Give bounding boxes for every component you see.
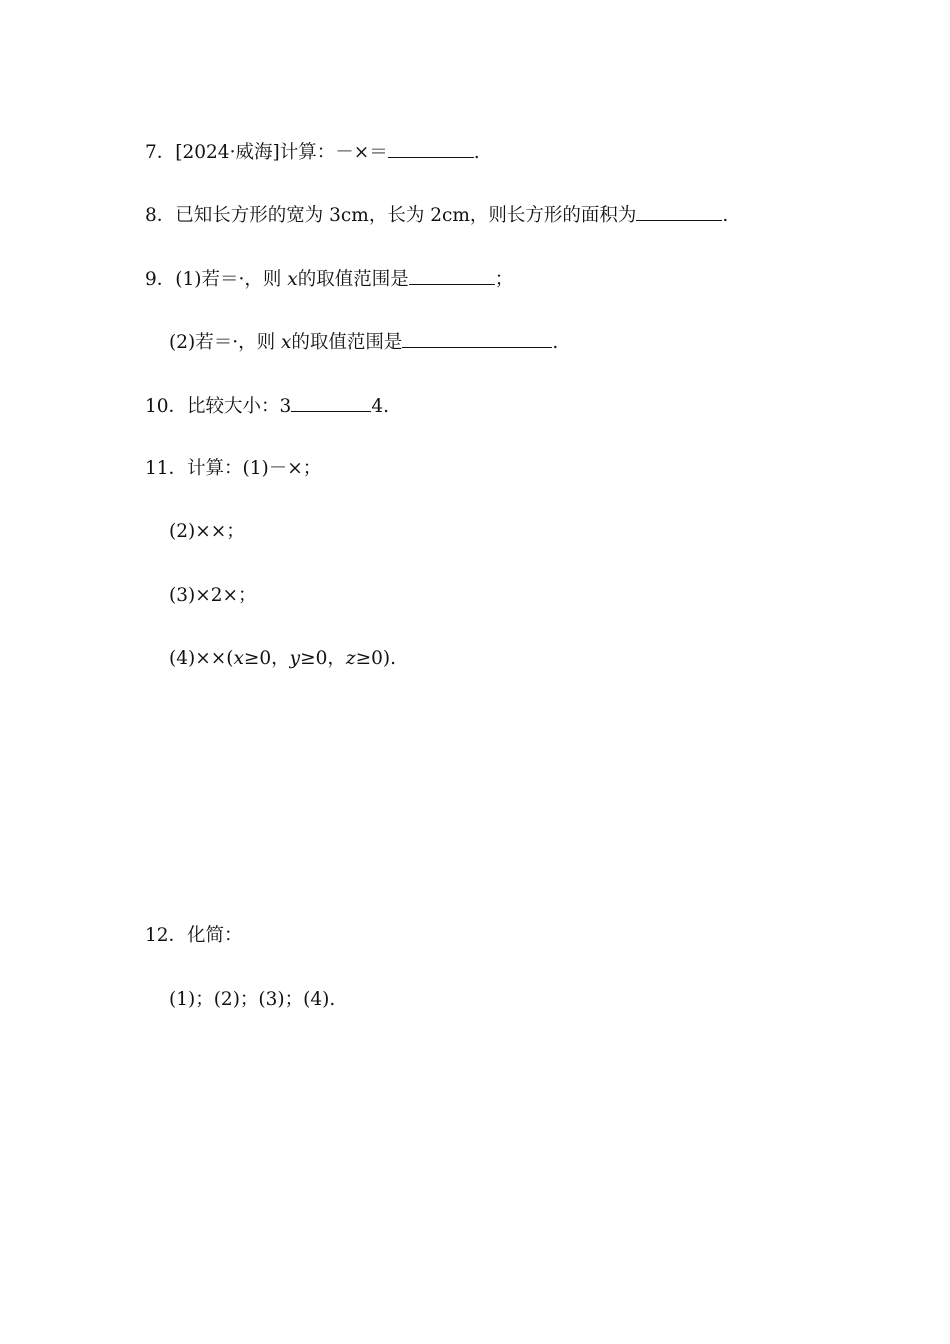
question-stem: 化简： <box>187 925 243 946</box>
question-end: ； <box>494 269 514 290</box>
question-number: 12． <box>145 925 188 946</box>
question-part: (2)××； <box>169 521 245 542</box>
question-11-part-4 <box>169 646 396 672</box>
question-stem-cont: 的取值范围是 <box>291 332 403 353</box>
question-end: 4. <box>371 396 389 417</box>
question-stem: (2)若＝·，则 <box>169 332 281 353</box>
question-number: 8． <box>145 205 176 226</box>
question-stem-cont: 的取值范围是 <box>297 269 409 290</box>
answer-blank <box>402 329 552 348</box>
question-9-part-2 <box>169 329 558 356</box>
question-9-part-1 <box>145 266 513 293</box>
variable-x: x <box>280 332 292 353</box>
question-stem: 比较大小：3 <box>187 396 292 417</box>
question-end: . <box>722 205 729 226</box>
variable-y: y <box>289 648 301 669</box>
question-11-part-3 <box>169 583 256 609</box>
question-end: . <box>552 332 559 353</box>
question-11-part-2 <box>169 519 245 545</box>
question-stem: (1)若＝·，则 <box>175 269 288 290</box>
question-stem: 已知长方形的宽为 3cm，长为 2cm，则长方形的面积为 <box>175 205 637 226</box>
variable-z: z <box>345 648 356 669</box>
answer-blank <box>291 393 371 412</box>
question-part: (3)×2×； <box>169 585 257 606</box>
question-stem: 计算：(1)－×； <box>187 458 322 479</box>
question-12-parts <box>169 987 335 1013</box>
condition-text: ≥0， <box>243 648 290 669</box>
answer-blank <box>409 266 495 285</box>
question-source: [2024·威海] <box>175 142 280 163</box>
variable-x: x <box>287 269 298 290</box>
question-number: 10． <box>145 396 188 417</box>
question-12 <box>145 923 243 949</box>
question-number: 11． <box>145 458 188 479</box>
question-11 <box>145 456 321 482</box>
question-part: (4)××( <box>169 648 234 669</box>
variable-x: x <box>233 648 244 669</box>
question-number: 7． <box>145 142 176 163</box>
question-end: . <box>473 142 480 163</box>
question-10 <box>145 393 389 420</box>
question-7 <box>145 139 480 166</box>
question-part: (1)；(2)；(3)；(4). <box>169 989 336 1010</box>
question-number: 9． <box>145 269 176 290</box>
answer-blank <box>636 202 722 221</box>
condition-text: ≥0). <box>355 648 397 669</box>
question-8 <box>145 202 728 229</box>
question-stem: 计算：－×＝ <box>279 142 388 163</box>
condition-text: ≥0， <box>300 648 346 669</box>
answer-blank <box>388 139 474 158</box>
